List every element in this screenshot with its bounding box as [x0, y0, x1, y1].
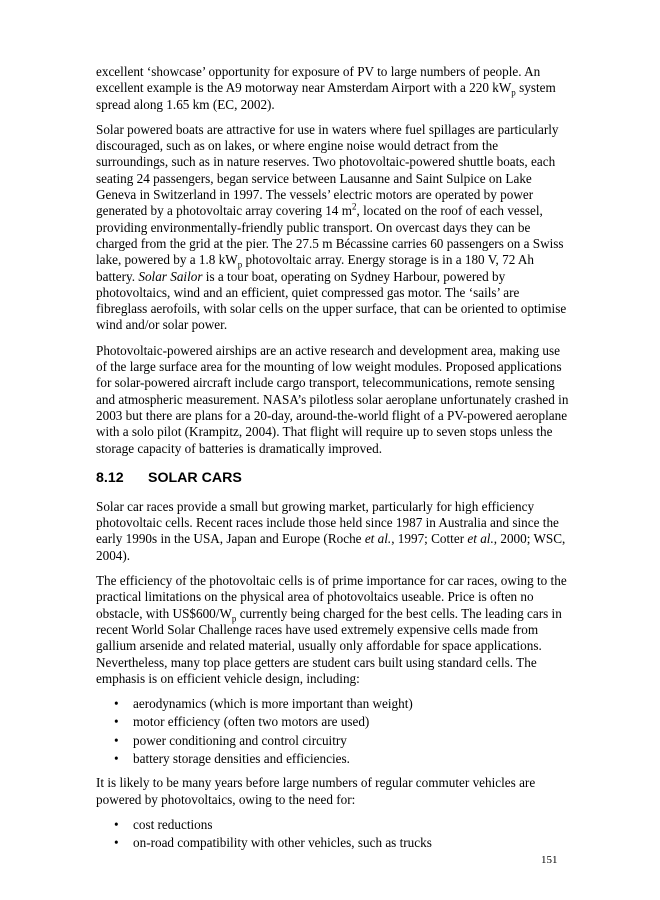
paragraph-pv-efficiency: The efficiency of the photovoltaic cells is of prime importance for car races, owing to the practical limitations on the physical area of photovoltaics useable. Price is often no obstacle, with $US\$600/W_p$ currently being charged for the best cells. The leading cars in recent World Solar Challenge races have used extremely expensive cells made from gallium arsenide and related material, usually only affordable for space applications. Nevertheless, many top place getters are student cars built using standard cells. The emphasis is on efficient vehicle design, including:	[96, 573, 567, 686]
list-item: • power conditioning and control circuitry	[114, 732, 347, 748]
bullet-icon: •	[114, 714, 119, 730]
bullet-icon: •	[114, 696, 119, 712]
section-heading	[96, 470, 570, 487]
boat-name-solar-sailor: Solar Sailor	[138, 268, 203, 284]
paragraph-solar-boats: Solar powered boats are attractive for use in waters where fuel spillages are particularly discouraged, such as on lakes, or where engine noise would detract from the surroundings, such as in nature reserves. Two photovoltaic-powered shuttle boats, each seating 24 passengers, began service between Lausanne and Saint Sulpice on Lake Geneva in Switzerland in 1997. The vessels’ electric motors are operated by power generated by a photovoltaic array covering 14 $m^2$, located on the roof of each vessel, providing environmentally-friendly public transport. On overcast days they can be charged from the grid at the pier. The 27.5 m Bécassine carries 60 passengers on a Swiss lake, powered by a 1.8 $kW_p$ photovoltaic array. Energy storage is in a 180 V, 72 Ah battery. Solar Sailor is a tour boat, operating on Sydney Harbour, powered by photovoltaics, wind and an efficient, quiet compressed gas motor. The ‘sails’ are fibreglass aerofoils, with solar cells on the upper surface, that can be oriented to optimise wind and/or solar power.	[96, 121, 567, 333]
list-item: • battery storage densities and efficiencies.	[114, 750, 350, 766]
bullet-icon: •	[114, 835, 119, 851]
bullet-icon: •	[114, 732, 119, 748]
page-content	[96, 64, 570, 859]
section-title: SOLAR CARS	[148, 469, 242, 486]
paragraph-airships: Photovoltaic-powered airships are an active research and development area, making use of the large surface area for the mounting of low weight modules. Proposed applications for solar-powered aircraft include cargo transport, telecommunications, remote sensing and atmospheric measurement. NASA’s pilotless solar aeroplane unfortunately crashed in 2003 but there are plans for a 20-day, around-the-world flight of a PV-powered aeroplane with a solo pilot (Krampitz, 2004). That flight will require up to seven stops unless the storage capacity of batteries is dramatically improved.	[96, 342, 569, 456]
list-item: • cost reductions	[114, 816, 213, 832]
paragraph-commuter-vehicles: It is likely to be many years before large numbers of regular commuter vehicles are powered by photovoltaics, owing to the need for:	[96, 775, 536, 807]
list-item: • motor efficiency (often two motors are used)	[114, 714, 370, 730]
list-item: • on-road compatibility with other vehicles, such as trucks	[114, 835, 432, 851]
section-number: 8.12	[96, 469, 124, 486]
paragraph-pv-showcase: excellent ‘showcase’ opportunity for exposure of PV to large numbers of people. An excellent example is the A9 motorway near Amsterdam Airport with a 220 $kW_p$ system spread along 1.65 km (EC, 2002).	[96, 64, 556, 112]
design-factors-list	[96, 696, 570, 767]
bullet-icon: •	[114, 750, 119, 766]
list-item: • aerodynamics (which is more important than weight)	[114, 696, 413, 712]
paragraph-solar-car-races: Solar car races provide a small but growing market, particularly for high efficiency photovoltaic cells. Recent races include those held since 1987 in Australia and since the early 1990s in the USA, Japan and Europe (Roche et al., 1997; Cotter et al., 2000; WSC, 2004).	[96, 498, 566, 563]
requirements-list	[96, 817, 570, 852]
page-number: 151	[541, 854, 558, 866]
bullet-icon: •	[114, 816, 119, 832]
